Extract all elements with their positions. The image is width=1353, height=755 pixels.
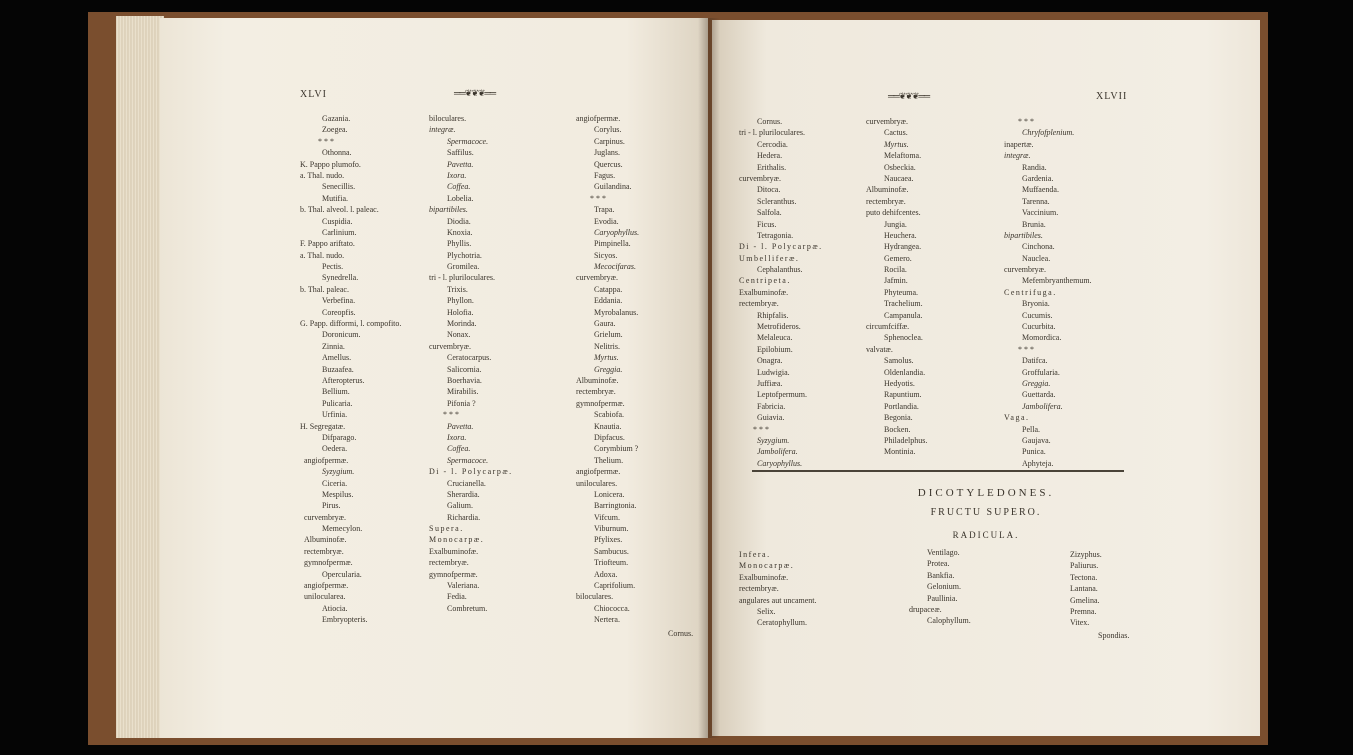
- entry-line: Hedera.: [757, 151, 783, 161]
- entry-line: Spermacoce.: [447, 455, 489, 465]
- entry-line: Richardia.: [447, 512, 481, 522]
- entry-line: Cinchona.: [1022, 242, 1055, 252]
- entry-line: Rhipfalis.: [757, 310, 789, 320]
- entry-line: Onagra.: [757, 356, 783, 366]
- entry-line: Amellus.: [322, 353, 352, 363]
- entry-line: Bocken.: [884, 424, 911, 434]
- entry-line: Albuminofæ.: [304, 535, 347, 545]
- entry-line: Pimpinella.: [594, 239, 631, 249]
- entry-line: angulares aut uncament.: [739, 595, 817, 605]
- entry-line: biloculares.: [429, 114, 467, 123]
- entry-line: Tetragonia.: [757, 230, 794, 240]
- entry-line: biloculares.: [576, 592, 614, 602]
- entry-line: Doronicum.: [322, 330, 361, 340]
- entry-line: Coffea.: [447, 182, 471, 192]
- entry-line: Gromilea.: [447, 262, 480, 272]
- entry-line: Guiavia.: [757, 413, 785, 423]
- entry-line: Portlandia.: [884, 401, 919, 411]
- entry-line: * * *: [753, 424, 769, 434]
- entry-line: Pfylixes.: [594, 535, 623, 545]
- heading-dicotyledones: DICOTYLEDONES.: [917, 487, 1055, 499]
- entry-line: Barringtonia.: [594, 501, 637, 511]
- entry-line: b. Thal. paleac.: [300, 284, 349, 294]
- entry-line: Lonicera.: [594, 489, 625, 499]
- entry-line: bipartibiles.: [429, 205, 468, 215]
- entry-line: Gaujava.: [1022, 435, 1051, 445]
- entry-line: Adoxa.: [594, 569, 618, 579]
- right-column-1: [735, 116, 823, 469]
- entry-line: Caprifolium.: [594, 581, 636, 591]
- entry-line: Carpinus.: [594, 136, 625, 146]
- entry-line: F. Pappo ariftato.: [300, 239, 355, 249]
- entry-line: * * *: [1018, 117, 1034, 126]
- entry-line: gymnofpermæ.: [304, 558, 353, 568]
- entry-line: Ludwigia.: [757, 367, 790, 377]
- entry-line: curvembryæ.: [304, 512, 346, 522]
- entry-line: Mutifia.: [322, 193, 348, 203]
- entry-line: Saffilus.: [447, 148, 474, 158]
- entry-line: Rocila.: [884, 265, 907, 275]
- entry-line: Sambucus.: [594, 546, 629, 556]
- right-page-number: XLVII: [1096, 91, 1128, 102]
- entry-line: Buzaafea.: [322, 364, 354, 374]
- entry-line: curvembryæ.: [1004, 265, 1046, 275]
- entry-line: Urfinia.: [322, 410, 348, 420]
- entry-line: Gaura.: [594, 319, 616, 329]
- entry-line: Corylus.: [594, 125, 622, 135]
- entry-line: Scabiofa.: [594, 410, 624, 420]
- entry-line: Fagus.: [594, 170, 616, 180]
- entry-line: Monocarpæ.: [739, 561, 795, 571]
- entry-line: Jambolifera.: [757, 447, 798, 457]
- entry-line: Exalbuminofæ.: [739, 287, 789, 297]
- entry-line: Mespilus.: [322, 489, 354, 499]
- entry-line: Paullinia.: [927, 593, 958, 603]
- entry-line: Gemero.: [884, 253, 912, 263]
- entry-line: Coreopfis.: [322, 307, 356, 317]
- entry-line: Heuchera.: [884, 230, 917, 240]
- entry-line: Centripeta.: [739, 276, 791, 286]
- entry-line: Datifca.: [1022, 356, 1048, 366]
- entry-line: Hedyotis.: [884, 378, 915, 388]
- entry-line: rectembryæ.: [429, 558, 469, 568]
- entry-line: Rapuntium.: [884, 390, 922, 400]
- entry-line: Bellium.: [322, 387, 350, 397]
- entry-line: Othonna.: [322, 148, 352, 158]
- entry-line: Premna.: [1070, 606, 1097, 616]
- entry-line: Phyllon.: [447, 296, 474, 306]
- entry-line: Nauclea.: [1022, 253, 1051, 263]
- entry-line: rectembryæ.: [304, 546, 344, 556]
- entry-line: Embryopteris.: [322, 615, 368, 625]
- entry-line: Pulicaria.: [322, 398, 353, 408]
- entry-line: Muffaenda.: [1022, 185, 1059, 195]
- entry-line: Knoxia.: [447, 227, 473, 237]
- right-lower-column-1: [735, 549, 817, 629]
- entry-line: Syzygium.: [757, 435, 790, 445]
- entry-line: H. Segregatæ.: [300, 421, 346, 431]
- entry-line: Atiocia.: [322, 603, 348, 613]
- entry-line: Cercodia.: [757, 139, 788, 149]
- entry-line: Philadelphus.: [884, 435, 928, 445]
- entry-line: Vaga.: [1004, 413, 1030, 423]
- entry-line: Memecylon.: [322, 524, 363, 534]
- entry-line: Oedera.: [322, 444, 348, 454]
- entry-line: Evodia.: [594, 216, 619, 226]
- entry-line: uniloculares.: [576, 478, 618, 488]
- entry-line: Knautia.: [594, 421, 622, 431]
- entry-line: rectembryæ.: [739, 584, 779, 594]
- entry-line: rectembryæ.: [576, 387, 616, 397]
- entry-line: Cucurbita.: [1022, 322, 1056, 332]
- entry-line: Campanula.: [884, 310, 923, 320]
- entry-line: Monocarpæ.: [429, 535, 485, 545]
- entry-line: Grielum.: [594, 330, 623, 340]
- left-catchword: Cornus.: [668, 629, 694, 638]
- entry-line: Vifcum.: [594, 512, 620, 522]
- entry-line: rectembryæ.: [739, 299, 779, 309]
- entry-line: Nertera.: [594, 615, 620, 625]
- entry-line: Coffea.: [447, 444, 471, 454]
- entry-line: Caryophyllus.: [594, 227, 640, 237]
- entry-line: Diodia.: [447, 216, 471, 226]
- entry-line: a. Thal. nudo.: [300, 170, 345, 180]
- entry-line: b. Thal. alveol. l. paleac.: [300, 205, 379, 215]
- entry-line: Jafmin.: [884, 276, 908, 286]
- entry-line: Salfola.: [757, 208, 782, 218]
- entry-line: curvembryæ.: [866, 117, 908, 126]
- entry-line: Nonax.: [447, 330, 471, 340]
- entry-line: Morinda.: [447, 319, 477, 329]
- entry-line: Sicyos.: [594, 250, 618, 260]
- entry-line: Erithalis.: [757, 162, 787, 172]
- entry-line: unilocularea.: [304, 592, 346, 602]
- entry-line: Trixis.: [447, 284, 468, 294]
- entry-line: Guettarda.: [1022, 390, 1056, 400]
- entry-line: Oldenlandia.: [884, 367, 926, 377]
- entry-line: integræ.: [429, 125, 456, 135]
- entry-line: Scleranthus.: [757, 196, 797, 206]
- entry-line: angiofpermæ.: [576, 114, 621, 123]
- entry-line: Jambolifera.: [1022, 401, 1063, 411]
- entry-line: Randia.: [1022, 162, 1047, 172]
- entry-line: Fedia.: [447, 592, 467, 602]
- entry-line: Bankfia.: [927, 570, 955, 580]
- entry-line: Mefembryanthemum.: [1022, 276, 1092, 286]
- entry-line: Ciceria.: [322, 478, 348, 488]
- entry-line: Naucaea.: [884, 173, 914, 183]
- entry-line: Triofteum.: [594, 558, 629, 568]
- entry-line: Ixora.: [447, 170, 467, 180]
- entry-line: angiofpermæ.: [304, 455, 349, 465]
- entry-line: Mirabilis.: [447, 387, 479, 397]
- entry-line: Afteropterus.: [322, 375, 365, 385]
- entry-line: Cucumis.: [1022, 310, 1053, 320]
- entry-line: Jungia.: [884, 219, 907, 229]
- page-edges: [116, 16, 164, 738]
- entry-line: Brunia.: [1022, 219, 1046, 229]
- entry-line: Senecillis.: [322, 182, 356, 192]
- right-header-ornament-icon: ══❦❦❦══: [888, 91, 930, 101]
- entry-line: Melaleuca.: [757, 333, 793, 343]
- entry-line: Valeriana.: [447, 581, 480, 591]
- entry-line: Ceratocarpus.: [447, 353, 492, 363]
- entry-line: Vitex.: [1070, 618, 1090, 628]
- entry-line: Opercularia.: [322, 569, 362, 579]
- entry-line: Greggia.: [594, 364, 623, 374]
- entry-line: curvembryæ.: [739, 173, 781, 183]
- entry-line: Carlinium.: [322, 227, 357, 237]
- left-column-3: [572, 113, 639, 626]
- entry-line: gymnofpermæ.: [429, 569, 478, 579]
- entry-line: Momordica.: [1022, 333, 1062, 343]
- entry-line: Guilandina.: [594, 182, 632, 192]
- entry-line: Myrtus.: [594, 353, 619, 363]
- entry-line: Ixora.: [447, 432, 467, 442]
- entry-line: Zoegea.: [322, 125, 348, 135]
- entry-line: Leptofpermum.: [757, 390, 807, 400]
- entry-line: Centrifuga.: [1004, 287, 1057, 297]
- entry-line: Ceratophyllum.: [757, 618, 807, 628]
- entry-line: Catappa.: [594, 284, 623, 294]
- right-column-3: [1000, 116, 1092, 469]
- entry-line: K. Pappo plumofo.: [300, 159, 361, 169]
- entry-line: * * *: [1018, 344, 1034, 354]
- entry-line: Lobelia.: [447, 193, 474, 203]
- right-catchword: Spondias.: [1098, 631, 1130, 640]
- entry-line: Cactus.: [884, 128, 908, 138]
- entry-line: Myrtus.: [884, 139, 909, 149]
- entry-line: Epilobium.: [757, 344, 793, 354]
- entry-line: Spermacoce.: [447, 136, 489, 146]
- entry-line: Phyllis.: [447, 239, 472, 249]
- right-lower-column-3: [1048, 549, 1102, 629]
- entry-line: Infera.: [739, 550, 771, 559]
- entry-line: Protea.: [927, 559, 950, 569]
- entry-line: rectembryæ.: [866, 196, 906, 206]
- entry-line: Thelium.: [594, 455, 624, 465]
- entry-line: angiofpermæ.: [576, 467, 621, 477]
- entry-line: Exalbuminofæ.: [429, 546, 479, 556]
- entry-line: Di - l. Polycarpæ.: [429, 467, 513, 477]
- entry-line: Pifonia ?: [447, 398, 476, 408]
- entry-line: Punica.: [1022, 447, 1046, 457]
- entry-line: Gazania.: [322, 114, 351, 123]
- entry-line: Pectis.: [322, 262, 344, 272]
- entry-line: Hydrangea.: [884, 242, 922, 252]
- section-radicula: RADICULA.: [952, 530, 1020, 540]
- entry-line: drupaceæ.: [909, 604, 942, 614]
- right-lower-column-2: [905, 547, 971, 627]
- entry-line: Juffiæa.: [757, 378, 783, 388]
- entry-line: Metrofideros.: [757, 322, 801, 332]
- left-column-2: [425, 113, 513, 614]
- entry-line: Samolus.: [884, 356, 914, 366]
- book-gutter: [698, 18, 720, 738]
- entry-line: Albuminofæ.: [576, 375, 619, 385]
- entry-line: Tectona.: [1070, 572, 1098, 582]
- entry-line: Dipfacus.: [594, 432, 625, 442]
- entry-line: Holofia.: [447, 307, 474, 317]
- section-rule: [752, 470, 1124, 472]
- entry-line: Fabricia.: [757, 401, 786, 411]
- left-page-number: XLVI: [300, 89, 327, 100]
- entry-line: Di - l. Polycarpæ.: [739, 242, 823, 252]
- left-column-1: [300, 113, 401, 626]
- entry-line: Supera.: [429, 524, 464, 534]
- entry-line: Quercus.: [594, 159, 623, 169]
- entry-line: Albuminofæ.: [866, 185, 909, 195]
- entry-line: Sphenoclea.: [884, 333, 923, 343]
- entry-line: Pavetta.: [447, 421, 474, 431]
- entry-line: Difparago.: [322, 432, 357, 442]
- subheading-fructu-supero: FRUCTU SUPERO.: [930, 507, 1042, 518]
- entry-line: Combretum.: [447, 603, 488, 613]
- entry-line: Salicornia.: [447, 364, 482, 374]
- entry-line: * * *: [318, 136, 334, 146]
- entry-line: Caryophyllus.: [757, 458, 803, 468]
- entry-line: inapertæ.: [1004, 139, 1034, 149]
- entry-line: Vaccinium.: [1022, 208, 1059, 218]
- entry-line: Paliurus.: [1070, 561, 1099, 571]
- entry-line: circumfciffæ.: [866, 322, 910, 332]
- entry-line: integræ.: [1004, 151, 1031, 161]
- entry-line: Pirus.: [322, 501, 341, 511]
- entry-line: Sherardia.: [447, 489, 480, 499]
- entry-line: tri - l. pluriloculares.: [739, 128, 805, 138]
- entry-line: bipartibiles.: [1004, 230, 1043, 240]
- entry-line: Greggia.: [1022, 378, 1051, 388]
- entry-line: Viburnum.: [594, 524, 629, 534]
- entry-line: Zizyphus.: [1070, 550, 1102, 559]
- entry-line: a. Thal. nudo.: [300, 250, 345, 260]
- entry-line: Corymbium ?: [594, 444, 639, 454]
- entry-line: Cornus.: [757, 117, 783, 126]
- entry-line: * * *: [443, 410, 459, 420]
- left-header-ornament-icon: ══❦❦❦══: [454, 88, 496, 98]
- entry-line: Lantana.: [1070, 584, 1098, 594]
- entry-line: Begonia.: [884, 413, 913, 423]
- entry-line: Eddania.: [594, 296, 623, 306]
- entry-line: puto dehifcentes.: [866, 208, 921, 218]
- entry-line: Phyteuma.: [884, 287, 918, 297]
- entry-line: Aphyteja.: [1022, 458, 1054, 468]
- entry-line: Synedrella.: [322, 273, 359, 283]
- entry-line: Zinnia.: [322, 341, 345, 351]
- entry-line: Gmelina.: [1070, 595, 1100, 605]
- entry-line: Gelonium.: [927, 582, 961, 592]
- entry-line: curvembryæ.: [576, 273, 618, 283]
- entry-line: Montinia.: [884, 447, 916, 457]
- entry-line: valvatæ.: [866, 344, 893, 354]
- entry-line: Juglans.: [594, 148, 620, 158]
- entry-line: G. Papp. difformi, l. compofito.: [300, 319, 402, 329]
- entry-line: Pella.: [1022, 424, 1040, 434]
- entry-line: Crucianella.: [447, 478, 486, 488]
- entry-line: Plychotria.: [447, 250, 482, 260]
- entry-line: Chryfofplenium.: [1022, 128, 1075, 138]
- entry-line: Galium.: [447, 501, 473, 511]
- entry-line: Myrobalanus.: [594, 307, 639, 317]
- entry-line: gymnofpermæ.: [576, 398, 625, 408]
- entry-line: Nelitris.: [594, 341, 620, 351]
- entry-line: Groffularia.: [1022, 367, 1060, 377]
- entry-line: Trapa.: [594, 205, 615, 215]
- entry-line: Calophyllum.: [927, 616, 971, 626]
- entry-line: Exalbuminofæ.: [739, 572, 789, 582]
- entry-line: Ventilago.: [927, 548, 960, 557]
- entry-line: tri - l. pluriloculares.: [429, 273, 495, 283]
- entry-line: angiofpermæ.: [304, 581, 349, 591]
- entry-line: Tarenna.: [1022, 196, 1050, 206]
- entry-line: Syzygium.: [322, 467, 355, 477]
- entry-line: Boerhavia.: [447, 375, 482, 385]
- entry-line: Pavetta.: [447, 159, 474, 169]
- entry-line: Cuspidia.: [322, 216, 353, 226]
- entry-line: Verbefina.: [322, 296, 356, 306]
- entry-line: Osbeckia.: [884, 162, 916, 172]
- entry-line: Selix.: [757, 606, 776, 616]
- entry-line: Mecocifaras.: [594, 262, 636, 272]
- entry-line: Gardenia.: [1022, 173, 1054, 183]
- entry-line: Bryonia.: [1022, 299, 1050, 309]
- entry-line: Umbelliferæ.: [739, 253, 800, 263]
- entry-line: Trachelium.: [884, 299, 923, 309]
- entry-line: Cephalanthus.: [757, 265, 803, 275]
- right-column-2: [862, 116, 927, 458]
- entry-line: Ficus.: [757, 219, 777, 229]
- entry-line: Chiococca.: [594, 603, 630, 613]
- entry-line: * * *: [590, 193, 606, 203]
- entry-line: Ditoca.: [757, 185, 781, 195]
- entry-line: curvembryæ.: [429, 341, 471, 351]
- entry-line: Melaftoma.: [884, 151, 922, 161]
